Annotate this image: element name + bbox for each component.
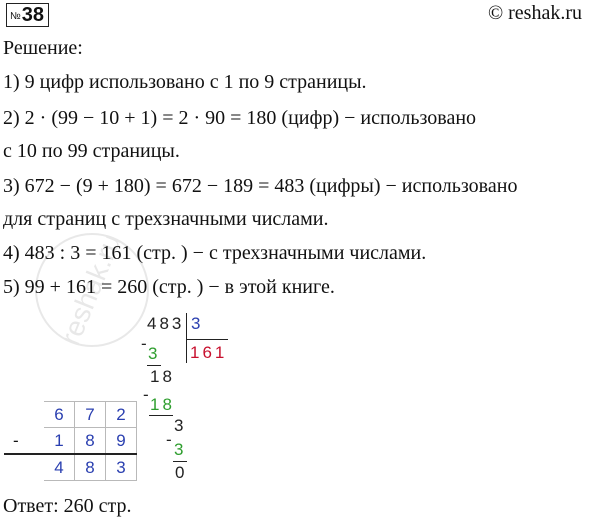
solution-line-1: 1) 9 цифр использовано с 1 по 9 страницы. [3,71,367,93]
grid-row-subtrahend [5,428,137,455]
grid-cell: 2 [106,402,137,428]
grid-row-result [5,454,137,481]
division-subtrahend-2: 18 [150,395,175,414]
division-quotient: 161 [190,343,228,362]
grid-operator: - [13,430,19,450]
division-remainder-1: 18 [150,367,175,386]
division-subtrahend-1: 3 [148,344,161,363]
division-remainder-2: 3 [174,416,187,435]
task-number: 38 [21,4,44,26]
grid-row-minuend [5,402,137,428]
division-minus-3: - [166,430,175,449]
number-sign: № [10,11,21,22]
division-line-3 [173,461,187,462]
grid-cell [5,402,44,428]
watermark-text: reshak.ru [54,229,127,350]
division-minus-2: - [143,385,152,404]
task-number-badge [6,3,49,27]
division-vertical-bar [186,313,187,363]
grid-cell: 7 [75,402,106,428]
grid-cell: 4 [44,454,75,481]
solution-line-3-cont: для страниц с трехзначными числами. [3,208,329,230]
division-line-1 [147,365,161,366]
grid-cell: 8 [75,428,106,455]
division-remainder-3: 0 [175,463,188,482]
division-line-2 [149,415,173,416]
copyright-link[interactable]: © reshak.ru [487,2,582,24]
solution-line-4: 4) 483 : 3 = 161 (стр. ) − с трехзначными числами. [3,242,427,264]
division-horizontal-bar [186,339,228,340]
solution-line-3: 3) 672 − (9 + 180) = 672 − 189 = 483 (цифры) − использовано [3,175,518,197]
grid-cell: 1 [44,428,75,455]
solution-line-2-cont: с 10 по 99 страницы. [3,140,180,162]
division-minus-1: - [141,334,150,353]
division-subtrahend-3: 3 [174,440,187,459]
subtraction-grid [4,401,137,481]
grid-cell: 8 [75,454,106,481]
grid-cell [5,454,44,481]
grid-cell: 6 [44,402,75,428]
division-divisor: 3 [191,314,204,333]
grid-cell: 9 [106,428,137,455]
solution-heading: Решение: [3,37,83,59]
grid-cell: 3 [106,454,137,481]
answer: Ответ: 260 стр. [3,495,132,517]
solution-line-2: 2) 2 · (99 − 10 + 1) = 2 · 90 = 180 (цифр) − использовано [3,107,477,129]
division-dividend: 483 [147,314,185,333]
solution-line-5: 5) 99 + 161 = 260 (стр. ) − в этой книге. [3,276,335,298]
